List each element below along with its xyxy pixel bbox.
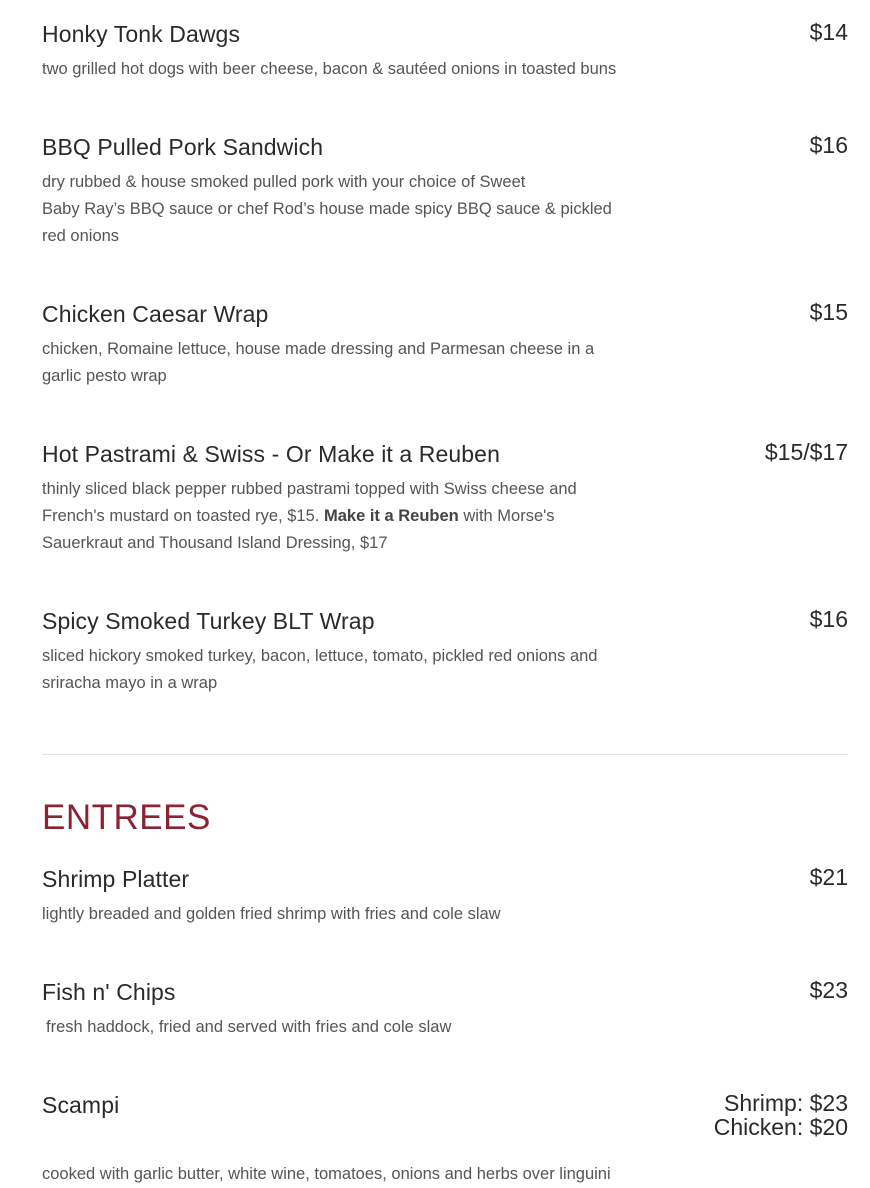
menu-item <box>42 300 848 390</box>
desc-line: dry rubbed & house smoked pulled pork with your choice of Sweet <box>42 173 526 191</box>
desc-bold-text: Make it a Reuben <box>323 507 459 525</box>
desc-line: Baby Ray’s BBQ sauce or chef Rod’s house made spicy BBQ sauce & pickled <box>42 200 612 218</box>
item-price: $23 <box>809 977 848 1003</box>
menu-item <box>42 865 848 928</box>
menu-item <box>42 20 848 83</box>
menu-item <box>42 607 848 697</box>
desc-line: sliced hickory smoked turkey, bacon, lettuce, tomato, pickled red onions and <box>42 647 598 665</box>
menu-item <box>42 133 848 250</box>
price-line-chicken: Chicken: $20 <box>713 1114 848 1140</box>
item-price <box>714 1091 848 1139</box>
desc-line: garlic pesto wrap <box>42 367 167 385</box>
item-name: Hot Pastrami & Swiss - Or Make it a Reuben <box>42 441 500 467</box>
item-price: $16 <box>809 132 848 158</box>
desc-line: sriracha mayo in a wrap <box>42 674 218 692</box>
item-description: fresh haddock, fried and served with fries and cole slaw <box>46 1018 452 1036</box>
desc-line: red onions <box>42 227 120 245</box>
section-title-entrees: ENTREES <box>42 798 211 837</box>
menu-item <box>42 978 848 1041</box>
item-description: lightly breaded and golden fried shrimp with fries and cole slaw <box>42 905 501 923</box>
item-price: $15 <box>809 299 848 325</box>
desc-line: thinly sliced black pepper rubbed pastrami topped with Swiss cheese and <box>42 480 577 498</box>
desc-text: with Morse's <box>463 507 555 525</box>
section-divider <box>42 754 848 755</box>
item-name: Chicken Caesar Wrap <box>42 301 269 327</box>
desc-text: French's mustard on toasted rye, $15. <box>42 507 320 525</box>
item-price: $21 <box>809 864 848 890</box>
item-description <box>42 336 642 390</box>
item-description: two grilled hot dogs with beer cheese, bacon & sautéed onions in toasted buns <box>42 60 617 78</box>
item-name: Honky Tonk Dawgs <box>42 21 241 47</box>
item-name: Fish n' Chips <box>42 979 176 1005</box>
item-description <box>42 169 642 250</box>
item-name: Scampi <box>42 1092 120 1118</box>
item-price: $14 <box>809 19 848 45</box>
price-line-shrimp: Shrimp: $23 <box>723 1090 848 1116</box>
menu-item <box>42 1091 848 1188</box>
item-name: Spicy Smoked Turkey BLT Wrap <box>42 608 375 634</box>
item-price: $15/$17 <box>764 439 848 465</box>
item-name: Shrimp Platter <box>42 866 190 892</box>
desc-line <box>42 503 642 530</box>
item-description <box>42 476 642 557</box>
item-description: cooked with garlic butter, white wine, tomatoes, onions and herbs over linguini <box>42 1165 611 1183</box>
desc-line: Sauerkraut and Thousand Island Dressing, $17 <box>42 534 388 552</box>
desc-line: chicken, Romaine lettuce, house made dressing and Parmesan cheese in a <box>42 340 595 358</box>
item-description <box>42 643 642 697</box>
item-name: BBQ Pulled Pork Sandwich <box>42 134 324 160</box>
item-price: $16 <box>809 606 848 632</box>
menu-item <box>42 440 848 557</box>
